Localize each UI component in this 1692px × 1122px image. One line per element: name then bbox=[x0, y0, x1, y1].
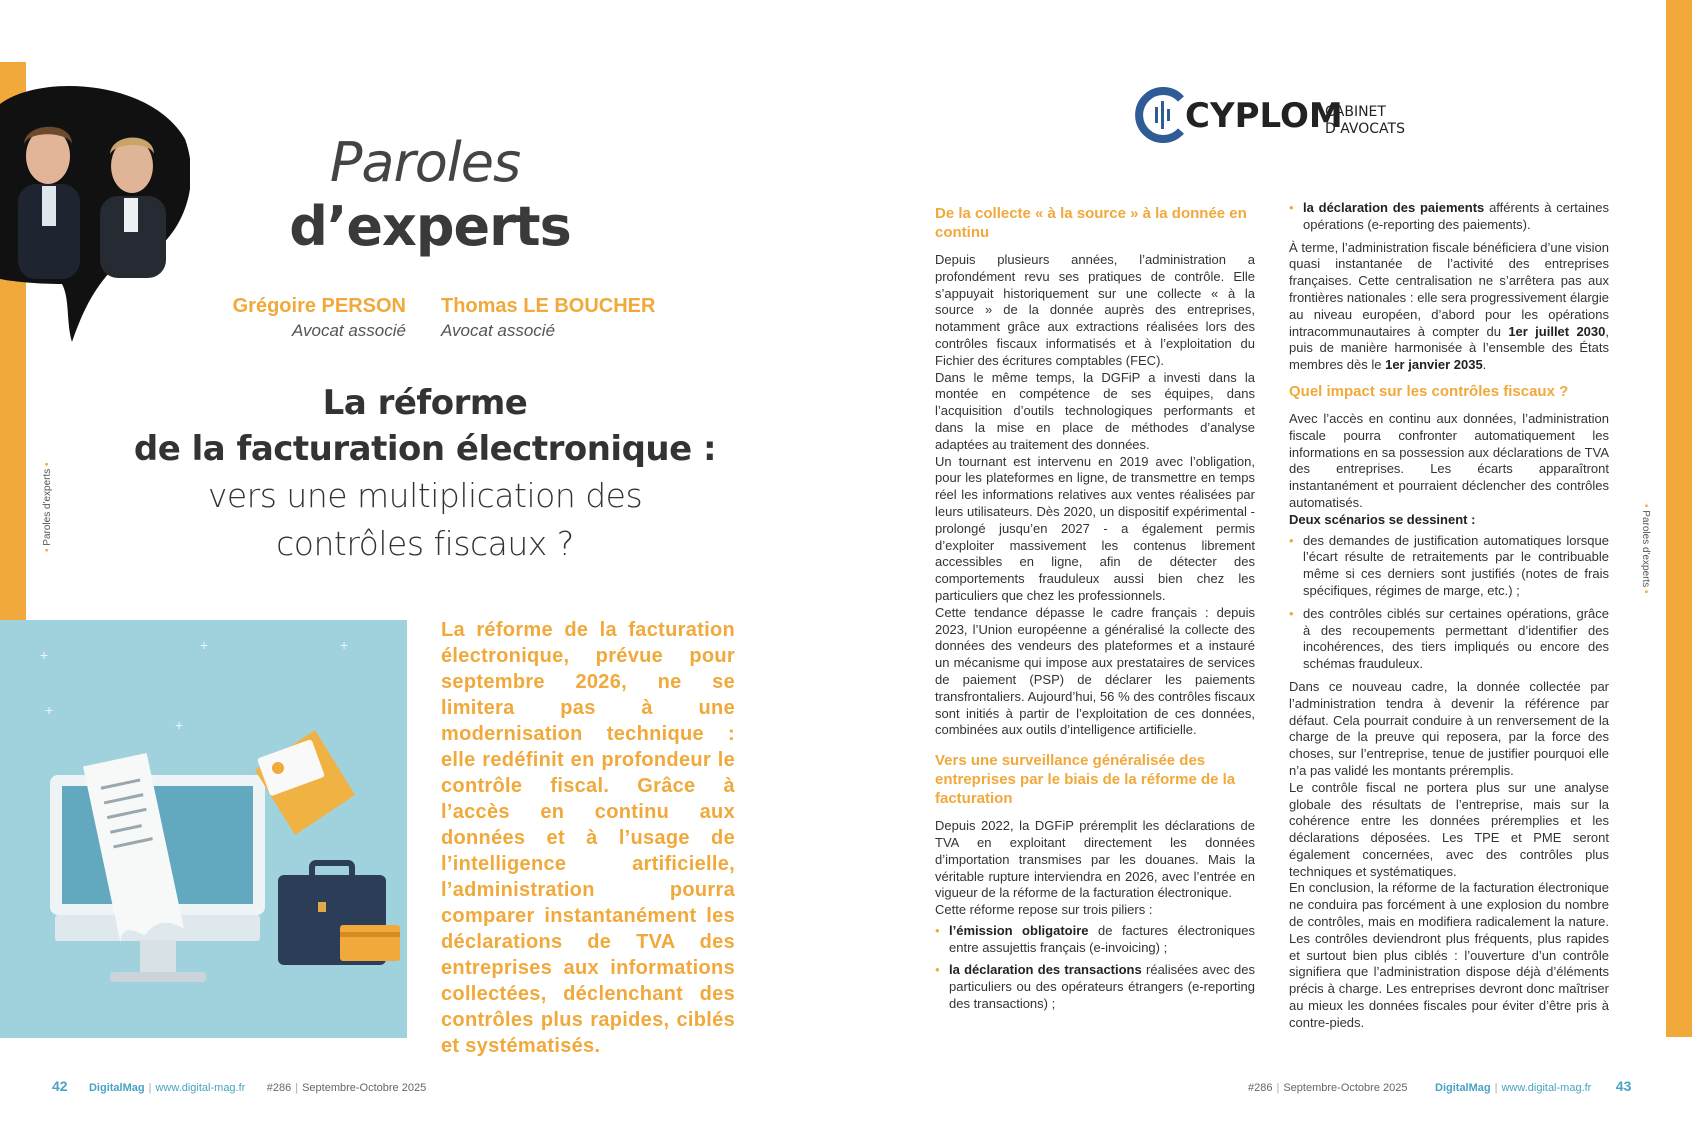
svg-text:+: + bbox=[40, 647, 49, 663]
page-number-right: 43 bbox=[1615, 1078, 1632, 1094]
footer-issue-left: #286 bbox=[266, 1082, 292, 1094]
svg-text:+: + bbox=[45, 702, 54, 718]
footer-url-right[interactable]: www.digital-mag.fr bbox=[1501, 1082, 1592, 1094]
page-number-left: 42 bbox=[52, 1078, 68, 1094]
article-headline bbox=[100, 380, 750, 568]
col1-para-6: Cette réforme repose sur trois piliers : bbox=[935, 902, 1153, 918]
pillars-list bbox=[935, 923, 1255, 1013]
article-column-2 bbox=[1289, 200, 1609, 1032]
headline-line-3: vers une multiplication des bbox=[207, 476, 643, 515]
svg-text:CABINET: CABINET bbox=[1325, 104, 1386, 120]
experts-photo bbox=[0, 84, 190, 344]
right-accent-bar bbox=[1666, 0, 1692, 1037]
headline-line-1: La réforme bbox=[322, 383, 528, 423]
col2-para-2: Avec l’accès en continu aux données, l’administration fiscale pourra confronter automatiquement les informations en sa possession aux déclarations de TVA des entreprises. Les écarts apparaîtront instantanément et pourraient déclencher des contrôles automatisés. bbox=[1289, 410, 1609, 510]
col1-para-4: Cette tendance dépasse le cadre français : depuis 2023, l’Union européenne a généralisé la collecte des données des vendeurs des plateformes et a instauré un mécanisme qui impose aux prestataires de services de paiement (PSP) de déclarer les paiements transfrontaliers. Aujourd’hui, 56 % des contrôles fiscaux sont initiés à partir de l’exploitation de ces données, combinées aux outils d’intelligence artificielle. bbox=[935, 604, 1255, 738]
footer-issue-right: #286 bbox=[1248, 1082, 1273, 1094]
author-role-1: Avocat associé bbox=[291, 321, 406, 340]
pillar-item-3: • la déclaration des paiements afférents à certaines opérations (e-reporting des paiements). bbox=[1289, 200, 1609, 234]
svg-text:D’AVOCATS: D’AVOCATS bbox=[1325, 121, 1405, 137]
footer-mag-right: DigitalMag bbox=[1435, 1082, 1491, 1094]
col1-para-5: Depuis 2022, la DGFiP préremplit les déclarations de TVA en exploitant directement les données d’importation transmises par les douanes. Mais la véritable rupture interviendra en 2026, avec l’entrée en vigueur de la réforme de la facturation électronique. bbox=[935, 818, 1255, 901]
col1-para-3: Un tournant est intervenu en 2019 avec l’obligation, pour les plateformes en ligne, de transmettre en temps réel les informations relatives aux ventes réalisées par leurs utilisateurs. Dès 2020, un dispositif expérimental - prolongé jusqu’en 2027 - a également permis d’exploiter massivement les contenus librement accessibles en ligne, afin de détecter des comportements frauduleux aussi bien chez les particuliers que chez les professionnels. bbox=[935, 453, 1255, 603]
col2-para-4: Dans ce nouveau cadre, la donnée collectée par l’administration tendra à devenir la référence par défaut. Cela pourrait conduire à un renversement de la charge de la preuve qui reposera, par la force des choses, sur l’entreprise, tenue de justifier pourquoi elle n’a pas validé les montants préremplis. bbox=[1289, 678, 1609, 778]
svg-text:+: + bbox=[340, 637, 349, 653]
section-title-paroles: Paroles bbox=[329, 131, 521, 194]
col2-para-3: Deux scénarios se dessinent : bbox=[1289, 511, 1476, 527]
author-name-2: Thomas LE BOUCHER bbox=[441, 295, 656, 317]
subhead-collecte: De la collecte « à la source » à la donnée en continu bbox=[935, 205, 1247, 241]
col1-para-1: Depuis plusieurs années, l’administration a profondément revu ses pratiques de contrôle. Elle s’appuyait historiquement sur une collecte « à la source » de la donnée auprès des entreprises, notamment grâce aux extractions réalisées lors des contrôles fiscaux informatisés et à l’exploitation du Fichier des écritures comptables (FEC). bbox=[935, 252, 1255, 368]
scenarios-list bbox=[1289, 533, 1609, 673]
svg-text:+: + bbox=[200, 637, 209, 653]
author-role-2: Avocat associé bbox=[441, 321, 556, 340]
section-label-vertical-right: • Paroles d'experts • bbox=[1640, 504, 1651, 594]
col2-para-6: En conclusion, la réforme de la facturation électronique ne conduira pas forcément à une explosion du nombre de contrôles, mais en modifiera radicalement la nature. Les contrôles deviendront plus fréquents, plus rapides et surtout bien plus ciblés : l’ouverture d’un contrôle signifiera que l’administration dispose déjà d’éléments précis à charge. Les entreprises devront donc maîtriser au mieux les données fiscales pour éviter d’être pris à contre-pieds. bbox=[1289, 880, 1609, 1030]
headline-line-2: de la facturation électronique : bbox=[133, 429, 717, 469]
subhead-impact: Quel impact sur les contrôles fiscaux ? bbox=[1289, 382, 1569, 400]
svg-text:+: + bbox=[175, 717, 184, 733]
footer-right: #286 | Septembre-Octobre 2025 DigitalMag | www.digital-mag.fr 43 bbox=[1248, 1078, 1632, 1094]
col2-para-1: À terme, l’administration fiscale bénéficiera d’une vision quasi instantanée de l’activité des entreprises françaises. Cette centralisation ne s’arrêtera pas aux frontières nationales : elle sera progressivement élargie au niveau européen, d’abord pour les opérations intracommunautaires à compter du 1er juillet 2030, puis de manière harmonisée à l’ensemble des États membres dès le 1er janvier 2035. bbox=[1289, 239, 1609, 373]
svg-text:CYPLOM: CYPLOM bbox=[1185, 96, 1343, 136]
scenario-item-2: • des contrôles ciblés sur certaines opérations, grâce à des recoupements permettant d’identifier des incohérences, des tiers impliqués ou encore des schémas frauduleux. bbox=[1289, 606, 1609, 673]
col1-para-2: Dans le même temps, la DGFiP a investi dans la montée en compétence de ses équipes, dans l’acquisition d’outils technologiques performants et dans la mise en place de méthodes d’analyse adaptées au traitement des données. bbox=[935, 369, 1255, 452]
footer-left: 42 DigitalMag | www.digital-mag.fr #286 | Septembre-Octobre 2025 bbox=[52, 1078, 427, 1094]
scenario-item-1: • des demandes de justification automatiques lorsque l’écart résulte de retraitements par le contribuable même si ces derniers sont justifiés (notes de frais spécifiques, régimes de marge, etc.) ; bbox=[1289, 533, 1609, 600]
headline-line-4: contrôles fiscaux ? bbox=[276, 524, 574, 563]
pillar-item-1: • l’émission obligatoire de factures électroniques entre assujettis français (e-invoicing) ; bbox=[935, 923, 1255, 957]
invoice-illustration bbox=[0, 620, 407, 1038]
section-label-vertical-left: • Paroles d'experts • bbox=[42, 462, 53, 552]
section-title-experts: d’experts bbox=[289, 195, 571, 258]
footer-mag-left: DigitalMag bbox=[88, 1082, 145, 1094]
footer-date-right: Septembre-Octobre 2025 bbox=[1283, 1082, 1408, 1094]
pillar-item-2: • la déclaration des transactions réalisées avec des particuliers ou des opérateurs étrangers (e-reporting des transactions) ; bbox=[935, 962, 1255, 1012]
col2-para-5: Le contrôle fiscal ne portera plus sur une analyse globale des résultats de l’entreprise, mais sur la cohérence entre les données préremplies et les déclarations déposées. Les TPE et PME seront également concernées, avec des contrôles plus techniques et systématiques. bbox=[1289, 779, 1609, 879]
subhead-surveillance: Vers une surveillance généralisée des entreprises par le biais de la réforme de la facturation bbox=[935, 752, 1236, 808]
footer-url-left[interactable]: www.digital-mag.fr bbox=[155, 1082, 246, 1094]
pillars-list-cont bbox=[1289, 200, 1609, 234]
article-lede: La réforme de la facturation électronique, prévue pour septembre 2026, ne se limitera pas à une modernisation technique : elle redéfinit en profondeur le contrôle fiscal. Grâce à l’accès en continu aux données et à l’usage de l’intelligence artificielle, l’administration pourra comparer instantanément les déclarations de TVA des entreprises aux informations collectées, déclenchant des contrôles plus rapides, ciblés et systématisés. bbox=[441, 619, 735, 1057]
author-name-1: Grégoire PERSON bbox=[232, 295, 406, 317]
cyplom-logo bbox=[1133, 85, 1423, 145]
article-column-1 bbox=[935, 204, 1255, 1019]
footer-date-left: Septembre-Octobre 2025 bbox=[302, 1082, 427, 1094]
